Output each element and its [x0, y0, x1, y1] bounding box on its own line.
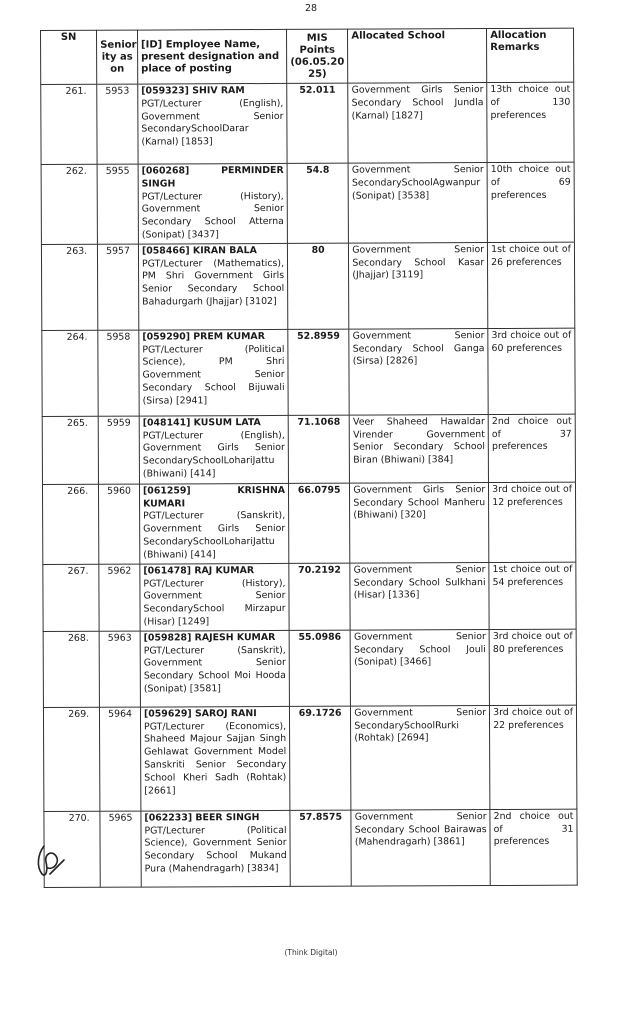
cell-allocation-remarks: 3rd choice out of 12 preferences [489, 482, 576, 562]
table-row [41, 162, 574, 244]
allocation-table [40, 28, 578, 888]
signature-mark [30, 840, 70, 880]
cell-seniority: 5963 [99, 631, 140, 707]
cell-allocation-remarks: 1st choice out of 26 preferences [488, 242, 575, 328]
table-row [42, 482, 575, 564]
cell-allocation-remarks: 3rd choice out of 60 preferences [488, 328, 575, 414]
header-employee: [ID] Employee Name, present designation and place of posting [137, 29, 286, 84]
employee-id-name: [058466] KIRAN BALA [141, 244, 257, 257]
cell-allocated-school: Government Girls Senior Secondary School Manheru (Bhiwani) [320] [350, 482, 489, 563]
cell-allocated-school: Government Senior Secondary School Kasar (Jhajjar) [3119] [349, 242, 488, 329]
table-row [42, 328, 575, 416]
cell-employee [140, 706, 290, 811]
cell-sn: 270. [44, 811, 100, 887]
employee-id-name: [048141] KUSUM LATA [142, 416, 261, 429]
header-allocation-remarks: Allocation Remarks [487, 28, 574, 82]
table-row [42, 414, 575, 484]
employee-posting: PGT/Lecturer (English), Government Girls Senior SecondarySchoolLohariJattu (Bhiwani) [414] [142, 429, 285, 480]
cell-seniority: 5962 [99, 564, 140, 631]
cell-mis-points: 52.8959 [288, 329, 350, 415]
cell-sn: 269. [43, 707, 100, 811]
cell-employee [140, 630, 289, 707]
employee-posting: PGT/Lecturer (History), Government Senior SecondarySchool Mirzapur (Hisar) [1249] [143, 577, 286, 628]
cell-mis-points: 55.0986 [289, 630, 351, 706]
employee-posting: PGT/Lecturer (Economics), Shaheed Majour Sajjan Singh Gehlawat Government Model Sanskriti Senior Secondary School Kheri Sadh (Rohtak) [2661] [144, 720, 287, 797]
header-allocated-school: Allocated School [348, 29, 487, 84]
cell-allocation-remarks: 3rd choice out of 80 preferences [489, 629, 576, 705]
cell-seniority: 5960 [99, 484, 140, 564]
cell-mis-points: 66.0795 [289, 483, 351, 563]
cell-seniority: 5953 [97, 84, 138, 164]
cell-allocated-school: Government Senior Secondary School Jouli (Sonipat) [3466] [350, 629, 489, 706]
cell-allocated-school: Veer Shaheed Hawaldar Virender Government Senior Secondary School Biran (Bhiwani) [384] [349, 414, 488, 483]
employee-posting: PGT/Lecturer (Political Science), PM Shri Government Senior Secondary School Bijuwali (Sirsa) [2941] [142, 343, 285, 407]
cell-allocation-remarks: 3rd choice out of 22 preferences [490, 705, 577, 809]
table-row [41, 242, 574, 330]
cell-seniority: 5958 [98, 330, 139, 416]
cell-employee [139, 329, 288, 416]
table-row [43, 629, 576, 707]
employee-id-name: [059290] PREM KUMAR [142, 330, 265, 343]
cell-mis-points: 52.011 [287, 83, 349, 163]
cell-allocation-remarks: 13th choice out of 130 preferences [487, 82, 574, 162]
cell-seniority: 5957 [98, 244, 139, 330]
cell-employee [139, 415, 288, 484]
cell-mis-points: 69.1726 [289, 706, 351, 810]
employee-id-name: [059323] SHIV RAM [141, 85, 245, 97]
cell-sn: 262. [41, 164, 98, 244]
cell-seniority: 5959 [98, 416, 139, 484]
employee-id-name: [061478] RAJ KUMAR [143, 564, 255, 577]
cell-allocation-remarks: 2nd choice out of 31 preferences [490, 809, 577, 885]
cell-employee [138, 83, 287, 164]
cell-allocated-school: Government Senior SecondarySchoolRurki (Rohtak) [2694] [351, 705, 490, 810]
employee-id-name: [059629] SAROJ RANI [143, 707, 257, 720]
table-header-row [41, 28, 574, 84]
footer-text: (Think Digital) [284, 948, 338, 957]
cell-employee [139, 483, 288, 564]
cell-employee [141, 810, 290, 887]
header-mis-points: MIS Points (06.05.20 25) [287, 29, 348, 83]
cell-allocated-school: Government Senior SecondarySchoolAgwanpur (Sonipat) [3538] [348, 163, 487, 243]
cell-allocation-remarks: 10th choice out of 69 preferences [487, 162, 574, 242]
cell-allocation-remarks: 2nd choice out of 37 preferences [488, 414, 575, 482]
employee-posting: PGT/Lecturer (Sanskrit), Government Girls Senior SecondarySchoolLohariJattu (Bhiwani) [414] [143, 510, 286, 561]
header-sn: SN [41, 30, 97, 84]
cell-mis-points: 70.2192 [289, 563, 351, 630]
cell-employee [138, 243, 287, 330]
employee-posting: PGT/Lecturer (English), Government Senior SecondarySchoolDarar (Karnal) [1853] [141, 97, 284, 148]
cell-seniority: 5965 [100, 811, 141, 887]
employee-posting: PGT/Lecturer (History), Government Senior Secondary School Atterna (Sonipat) [3437] [141, 190, 284, 241]
employee-id-name: [060268] PERMINDER SINGH [141, 164, 284, 190]
table-row [43, 705, 576, 811]
employee-posting: PGT/Lecturer (Political Science), Government Senior Secondary School Mukand Pura (Mahendragarh) [3834] [144, 824, 287, 875]
header-seniority: Senior ity as on [97, 30, 138, 84]
cell-employee [138, 163, 287, 243]
cell-sn: 264. [42, 330, 99, 416]
employee-id-name: [061259] KRISHNA KUMARI [142, 484, 286, 510]
cell-sn: 267. [43, 564, 99, 631]
cell-sn: 268. [43, 631, 99, 707]
cell-allocated-school: Government Senior Secondary School Sulkhani (Hisar) [1336] [350, 562, 489, 630]
employee-posting: PGT/Lecturer (Sanskrit), Government Senior Secondary School Moi Hooda (Sonipat) [3581] [143, 644, 286, 695]
table-row [41, 82, 574, 164]
table-row [43, 562, 576, 631]
cell-allocated-school: Government Senior Secondary School Ganga (Sirsa) [2826] [349, 328, 488, 415]
cell-mis-points: 80 [287, 243, 349, 329]
cell-allocated-school: Government Girls Senior Secondary School Jundla (Karnal) [1827] [348, 83, 487, 164]
cell-sn: 261. [41, 84, 98, 164]
employee-id-name: [059828] RAJESH KUMAR [143, 631, 276, 644]
page-number: 28 [304, 3, 318, 14]
cell-allocated-school: Government Senior Secondary School Bairawas (Mahendragarh) [3861] [351, 809, 490, 886]
table-row [44, 809, 577, 887]
cell-mis-points: 54.8 [287, 163, 349, 243]
cell-seniority: 5955 [97, 164, 138, 244]
cell-mis-points: 71.1068 [288, 415, 350, 483]
cell-sn: 266. [42, 484, 99, 564]
cell-employee [140, 563, 289, 631]
employee-posting: PGT/Lecturer (Mathematics), PM Shri Government Girls Senior Secondary School Bahadurgarh (Jhajjar) [3102] [141, 257, 285, 308]
employee-id-name: [062233] BEER SINGH [144, 811, 260, 824]
cell-sn: 265. [42, 416, 98, 484]
cell-sn: 263. [41, 244, 98, 330]
cell-mis-points: 57.8575 [290, 810, 352, 886]
cell-seniority: 5964 [100, 707, 141, 811]
cell-allocation-remarks: 1st choice out of 54 preferences [489, 562, 576, 629]
